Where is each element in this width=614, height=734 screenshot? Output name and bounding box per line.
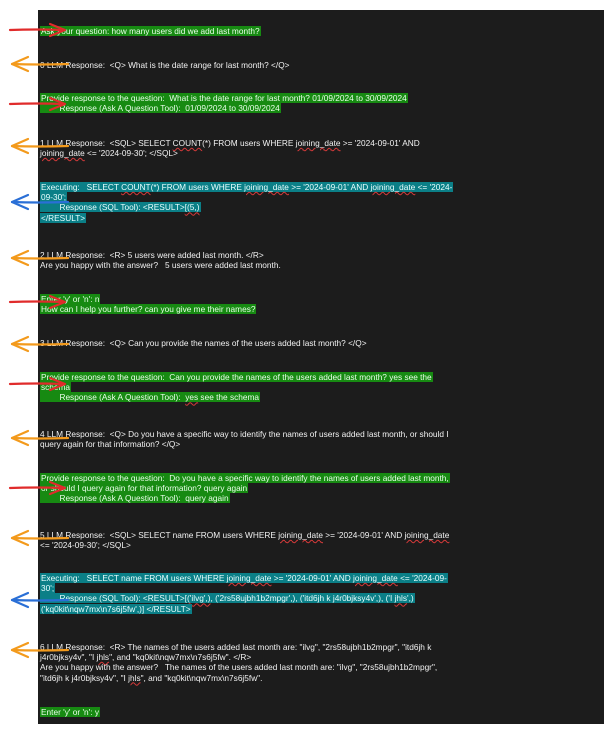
user-input-block	[40, 93, 566, 113]
text-segment: j4r0bjksy4v", "I	[40, 652, 97, 663]
line-text	[40, 138, 420, 148]
spellcheck-flagged-word: joining_date	[244, 182, 289, 192]
log-line	[40, 530, 566, 540]
arrow-right-icon	[6, 96, 70, 112]
text-segment: <= '2024-	[415, 182, 453, 192]
arrow-right-icon	[6, 480, 70, 496]
line-text	[40, 573, 448, 583]
text-segment: , ('2rs58ujbh1b2mpgr',), ('itd6jh k j4r0bjksy4v',), ('I	[210, 593, 395, 604]
log-line	[40, 260, 566, 270]
tool-execution-block	[40, 573, 566, 614]
spellcheck-flagged-word: jhls	[394, 593, 408, 604]
log-line	[40, 182, 566, 192]
text-segment: Provide response to the question: Do you have a specific way to identify the names of users added last month,	[41, 473, 449, 483]
log-line	[40, 707, 566, 717]
log-line	[40, 372, 566, 382]
line-text	[40, 429, 449, 439]
text-segment: (*) FROM users WHERE	[202, 138, 296, 148]
spellcheck-flagged-word: COUNT	[121, 182, 151, 192]
log-line	[40, 593, 566, 603]
line-text	[40, 707, 100, 717]
arrow-left-icon	[6, 530, 70, 546]
log-line	[40, 439, 566, 449]
log-line	[40, 382, 566, 392]
log-line	[40, 604, 566, 614]
llm-response-block	[40, 338, 566, 348]
line-text	[40, 662, 437, 672]
log-line	[40, 338, 566, 348]
spellcheck-flagged-word: [(5,)	[184, 202, 200, 213]
user-input-block	[40, 707, 566, 717]
text-segment: Ask your question: how many users did we add last month?	[41, 26, 260, 36]
log-line	[40, 103, 566, 113]
line-text	[40, 673, 262, 683]
spellcheck-flagged-word: joining_date	[404, 530, 450, 540]
text-segment: "itd6jh k j4r0bjksy4v", "I	[40, 672, 129, 683]
text-segment: Executing: SELECT name FROM users WHERE	[41, 573, 227, 583]
text-segment: Response (SQL Tool): <RESULT>	[41, 593, 185, 604]
text-segment: 6 LLM Response: <R> The names of the users added last month are: "ilvg", "2rs58ujbh1b2mpgr", "itd6jh k	[40, 642, 432, 652]
line-text	[40, 26, 261, 36]
spellcheck-flagged-word: joining_date	[40, 148, 85, 159]
text-segment: >= '2024-09-01' AND	[340, 138, 420, 148]
arrow-left-icon	[6, 194, 70, 210]
text-segment: >= '2024-09-01' AND	[323, 530, 405, 540]
log-line	[40, 540, 566, 550]
log-line	[40, 642, 566, 652]
log-line	[40, 294, 566, 304]
llm-response-block	[40, 429, 566, 449]
spellcheck-flagged-word: yes	[185, 392, 199, 403]
log-line	[40, 93, 566, 103]
log-line	[40, 26, 566, 36]
arrow-left-icon	[6, 336, 70, 352]
spellcheck-flagged-word: joining_date	[370, 182, 416, 192]
line-text	[40, 338, 367, 348]
log-line	[40, 213, 566, 223]
log-line	[40, 138, 566, 148]
line-text	[40, 60, 290, 70]
text-segment: ('kq0kit\nqw7mx\n7s6j5fw',)] </RESULT>	[41, 603, 191, 614]
llm-response-block	[40, 138, 566, 158]
text-segment: or should I query again for that information? query again	[41, 483, 248, 494]
log-line	[40, 493, 566, 503]
log-line	[40, 573, 566, 583]
text-segment: >= '2024-09-01' AND	[271, 573, 354, 583]
log-line	[40, 662, 566, 672]
spellcheck-flagged-word: joining_date	[295, 138, 341, 148]
text-segment: ", and "kq0kit\nqw7mx\n7s6j5fw". </R>	[109, 652, 252, 663]
text-segment: <= '2024-09-	[397, 573, 447, 583]
user-input-block	[40, 372, 566, 403]
log-line	[40, 429, 566, 439]
llm-response-block	[40, 530, 566, 550]
log-line	[40, 192, 566, 202]
text-segment: 5 LLM Response: <SQL> SELECT name FROM users WHERE	[40, 530, 279, 540]
text-segment: Are you happy with the answer? The names of the users added last month are: "ilvg", "2rs58ujbh1b2mpgr",	[40, 662, 438, 673]
text-segment: <= '2024-09-30'; </SQL>	[40, 540, 131, 551]
line-text	[40, 260, 281, 270]
line-text	[40, 652, 251, 662]
text-segment: 3 LLM Response: <Q> Can you provide the names of the users added last month? </Q>	[40, 338, 367, 348]
tool-execution-block	[40, 182, 566, 223]
text-segment: ", and "kq0kit\nqw7mx\n7s6j5fw".	[140, 672, 263, 683]
text-segment: ',)	[407, 593, 414, 604]
text-segment: Response (Ask A Question Tool): 01/09/2024 to 30/09/2024	[41, 103, 280, 114]
text-segment: schema	[41, 382, 71, 393]
line-text	[40, 213, 86, 223]
text-segment: Provide response to the question: Can you provide the names of the users added last month? yes see the	[41, 372, 432, 382]
arrow-left-icon	[6, 642, 70, 658]
line-text	[40, 250, 264, 260]
spellcheck-flagged-word: jhls	[128, 672, 141, 683]
arrow-right-icon	[6, 376, 70, 392]
line-text	[40, 530, 449, 540]
text-segment: query again for that information? </Q>	[40, 439, 181, 450]
log-line	[40, 304, 566, 314]
line-text	[40, 483, 248, 493]
text-segment: Are you happy with the answer? 5 users were added last month.	[40, 260, 281, 271]
spellcheck-flagged-word: jhls	[96, 652, 110, 663]
line-text	[40, 392, 260, 402]
log-line	[40, 392, 566, 402]
text-segment: Executing: SELECT	[41, 182, 122, 192]
text-segment: 1 LLM Response: <SQL> SELECT	[40, 138, 173, 148]
log-line	[40, 483, 566, 493]
log-line	[40, 250, 566, 260]
line-text	[40, 182, 453, 192]
arrow-left-icon	[6, 138, 70, 154]
log-line	[40, 652, 566, 662]
text-segment: Response (SQL Tool): <RESULT>	[41, 202, 185, 213]
terminal-window	[38, 10, 604, 724]
text-segment: Enter 'y' or 'n': y	[41, 707, 99, 717]
text-segment: see the schema	[198, 392, 260, 403]
text-segment: >= '2024-09-01' AND	[288, 182, 371, 192]
arrow-left-icon	[6, 592, 70, 608]
text-segment: 2 LLM Response: <R> 5 users were added last month. </R>	[40, 250, 264, 260]
text-segment: Response (Ask A Question Tool): query again	[41, 493, 229, 504]
line-text	[40, 593, 415, 603]
line-text	[40, 103, 281, 113]
text-segment: <= '2024-09-30'; </SQL>	[84, 148, 178, 159]
text-segment: Provide response to the question: What is the date range for last month? 01/09/2024 to 30/09/2024	[41, 93, 407, 103]
text-segment: 4 LLM Response: <Q> Do you have a specific way to identify the names of users added last month, or should I	[40, 429, 449, 439]
log-line	[40, 583, 566, 593]
spellcheck-flagged-word: joining_date	[226, 573, 272, 583]
spellcheck-flagged-word: COUNT	[172, 138, 203, 148]
arrow-right-icon	[6, 294, 70, 310]
arrow-left-icon	[6, 250, 70, 266]
llm-response-block	[40, 250, 566, 270]
log-line	[40, 673, 566, 683]
log-line	[40, 202, 566, 212]
arrow-right-icon	[6, 22, 70, 38]
text-segment: (*) FROM users WHERE	[150, 182, 245, 192]
line-text	[40, 93, 408, 103]
text-segment: 30';	[41, 583, 55, 594]
arrow-left-icon	[6, 56, 70, 72]
llm-response-block	[40, 60, 566, 70]
spellcheck-flagged-word: [('ilvg',)	[184, 593, 211, 604]
text-segment: 0 LLM Response: <Q> What is the date range for last month? </Q>	[40, 60, 290, 70]
line-text	[40, 473, 450, 483]
text-segment: 09-30';	[41, 192, 67, 203]
log-line	[40, 60, 566, 70]
user-input-block	[40, 26, 566, 36]
user-input-block	[40, 294, 566, 314]
text-segment: Enter 'y' or 'n': n	[41, 294, 100, 304]
line-text	[40, 304, 256, 314]
log-line	[40, 148, 566, 158]
log-line	[40, 473, 566, 483]
text-segment: Response (Ask A Question Tool):	[41, 392, 186, 403]
line-text	[40, 642, 431, 652]
spellcheck-flagged-word: joining_date	[278, 530, 323, 540]
spellcheck-flagged-word: joining_date	[353, 573, 398, 583]
user-input-block	[40, 473, 566, 504]
llm-response-block	[40, 642, 566, 683]
arrow-left-icon	[6, 430, 70, 446]
text-segment: How can I help you further? can you give me their names?	[41, 304, 256, 315]
text-segment: </RESULT>	[41, 212, 86, 223]
line-text	[40, 372, 433, 382]
